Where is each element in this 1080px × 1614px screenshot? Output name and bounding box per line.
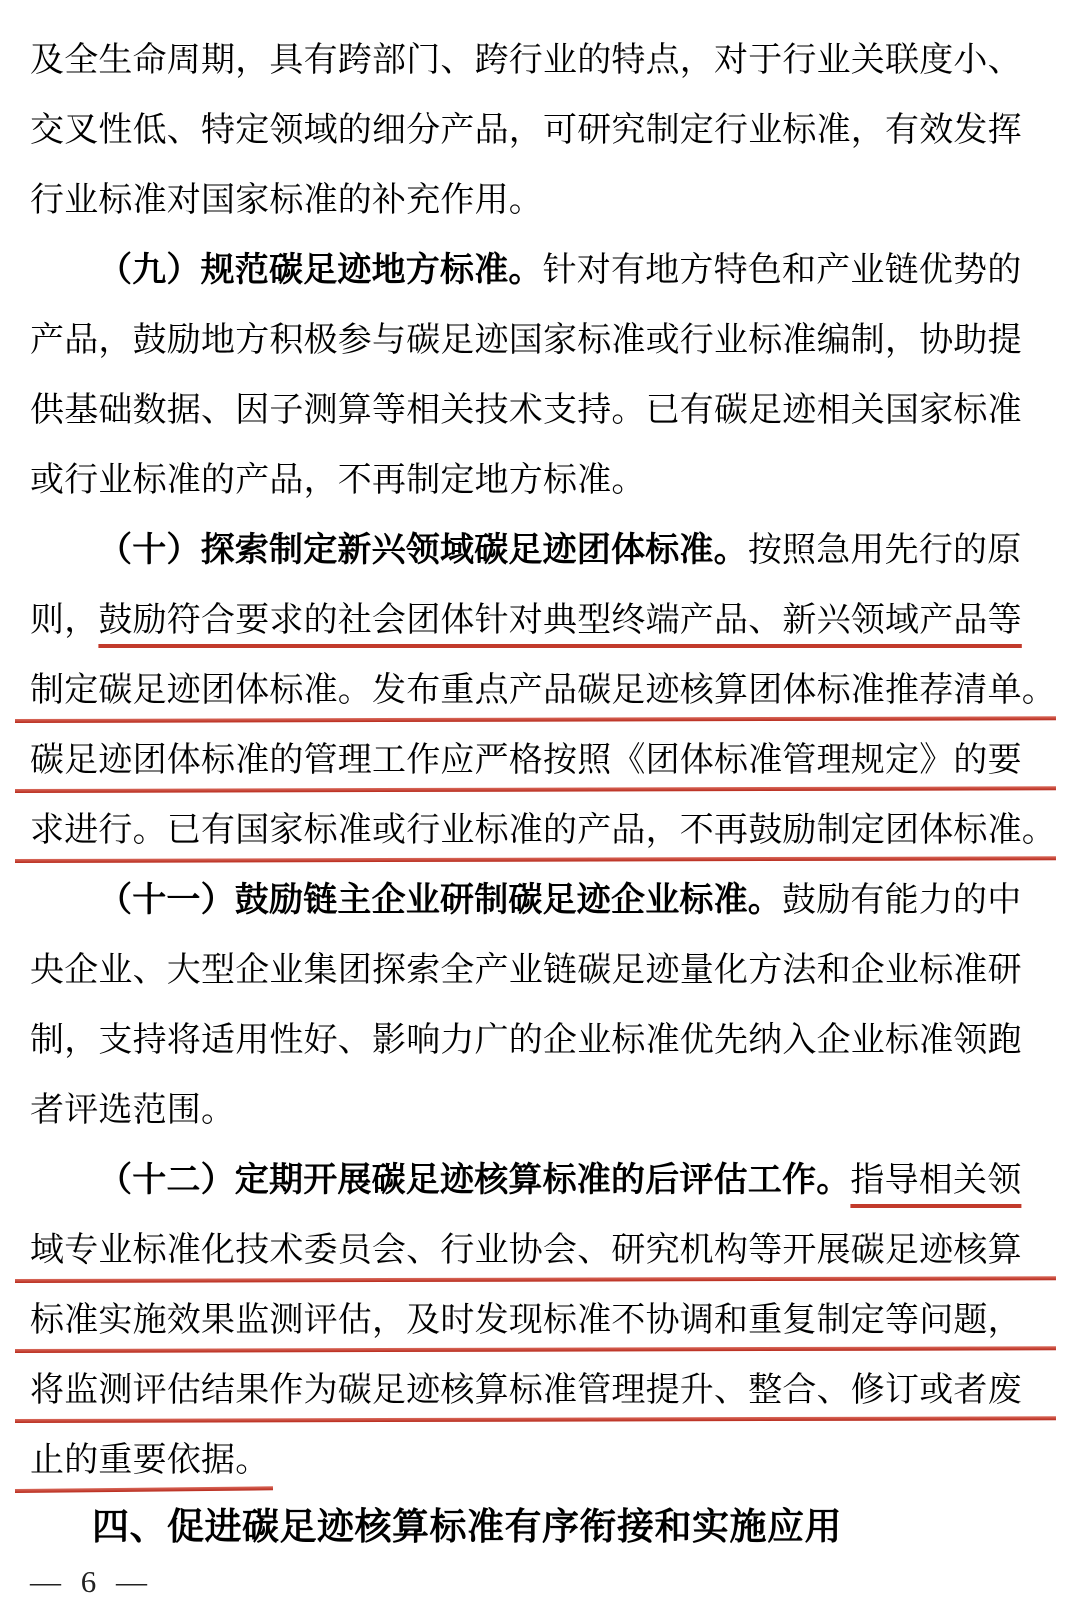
text-line	[30, 306, 1050, 376]
line-text: 域专业标准化技术委员会、行业协会、研究机构等开展碳足迹核算	[30, 1232, 1022, 1269]
line-text: 求进行。已有国家标准或行业标准的产品，不再鼓励制定团体标准。	[30, 812, 1056, 849]
text-line	[30, 166, 1050, 236]
text-line	[30, 726, 1050, 796]
text-line	[30, 1356, 1050, 1426]
red-underline	[15, 1416, 1056, 1423]
line-text: 针对有地方特色和产业链优势的	[542, 252, 1022, 289]
bold-lead: （九）规范碳足迹地方标准。	[98, 252, 543, 289]
text-line	[30, 1286, 1050, 1356]
line-text: 制，支持将适用性好、影响力广的企业标准优先纳入企业标准领跑	[30, 1022, 1022, 1059]
text-line	[30, 446, 1050, 516]
line-text: 止的重要依据。	[30, 1442, 270, 1479]
line-text: 央企业、大型企业集团探索全产业链碳足迹量化方法和企业标准研	[30, 952, 1022, 989]
text-line	[30, 236, 1050, 306]
line-text: 及全生命周期，具有跨部门、跨行业的特点，对于行业关联度小、	[30, 42, 1022, 79]
text-line	[30, 586, 1050, 656]
red-underline	[15, 1276, 1056, 1283]
line-text: 供基础数据、因子测算等相关技术支持。已有碳足迹相关国家标准	[30, 392, 1022, 429]
line-text: 则，	[30, 602, 99, 639]
text-line	[30, 376, 1050, 446]
line-text: 行业标准对国家标准的补充作用。	[30, 182, 543, 219]
bold-lead: （十二）定期开展碳足迹核算标准的后评估工作。	[98, 1162, 851, 1199]
red-underlined-text: 指导相关领	[850, 1162, 1022, 1199]
red-underline	[15, 786, 1056, 793]
line-text: 将监测评估结果作为碳足迹核算标准管理提升、整合、修订或者废	[30, 1372, 1022, 1409]
line-text: 鼓励有能力的中	[782, 882, 1022, 919]
text-line	[30, 96, 1050, 166]
line-text: 或行业标准的产品，不再制定地方标准。	[30, 462, 646, 499]
text-line	[30, 1216, 1050, 1286]
line-text: 交叉性低、特定领域的细分产品，可研究制定行业标准，有效发挥	[30, 112, 1022, 149]
text-line	[30, 656, 1056, 726]
line-text: 产品，鼓励地方积极参与碳足迹国家标准或行业标准编制，协助提	[30, 322, 1022, 359]
text-line	[30, 936, 1050, 1006]
bold-lead: （十）探索制定新兴领域碳足迹团体标准。	[98, 532, 748, 569]
text-line	[30, 1426, 1050, 1496]
red-underline	[15, 716, 1056, 723]
bold-lead: （十一）鼓励链主企业研制碳足迹企业标准。	[98, 882, 782, 919]
text-line	[30, 26, 1050, 96]
line-text: 者评选范围。	[30, 1092, 236, 1129]
red-underline	[15, 856, 1056, 863]
red-underline	[15, 1346, 1056, 1353]
line-text: 标准实施效果监测评估，及时发现标准不协调和重复制定等问题，	[30, 1302, 1022, 1339]
red-underline	[15, 1486, 273, 1493]
text-line	[30, 796, 1056, 866]
section-heading: 四、促进碳足迹核算标准有序衔接和实施应用	[92, 1506, 842, 1547]
text-line	[30, 1006, 1050, 1076]
line-text: 制定碳足迹团体标准。发布重点产品碳足迹核算团体标准推荐清单。	[30, 672, 1056, 709]
line-text: 碳足迹团体标准的管理工作应严格按照《团体标准管理规定》的要	[30, 742, 1022, 779]
red-underlined-text: 鼓励符合要求的社会团体针对典型终端产品、新兴领域产品等	[98, 602, 1022, 639]
text-line	[30, 1076, 1050, 1146]
text-line	[30, 866, 1050, 936]
text-line	[30, 516, 1050, 586]
page-number: — 6 —	[30, 1564, 153, 1599]
text-line	[30, 1146, 1050, 1216]
line-text: 按照急用先行的原	[747, 532, 1022, 569]
